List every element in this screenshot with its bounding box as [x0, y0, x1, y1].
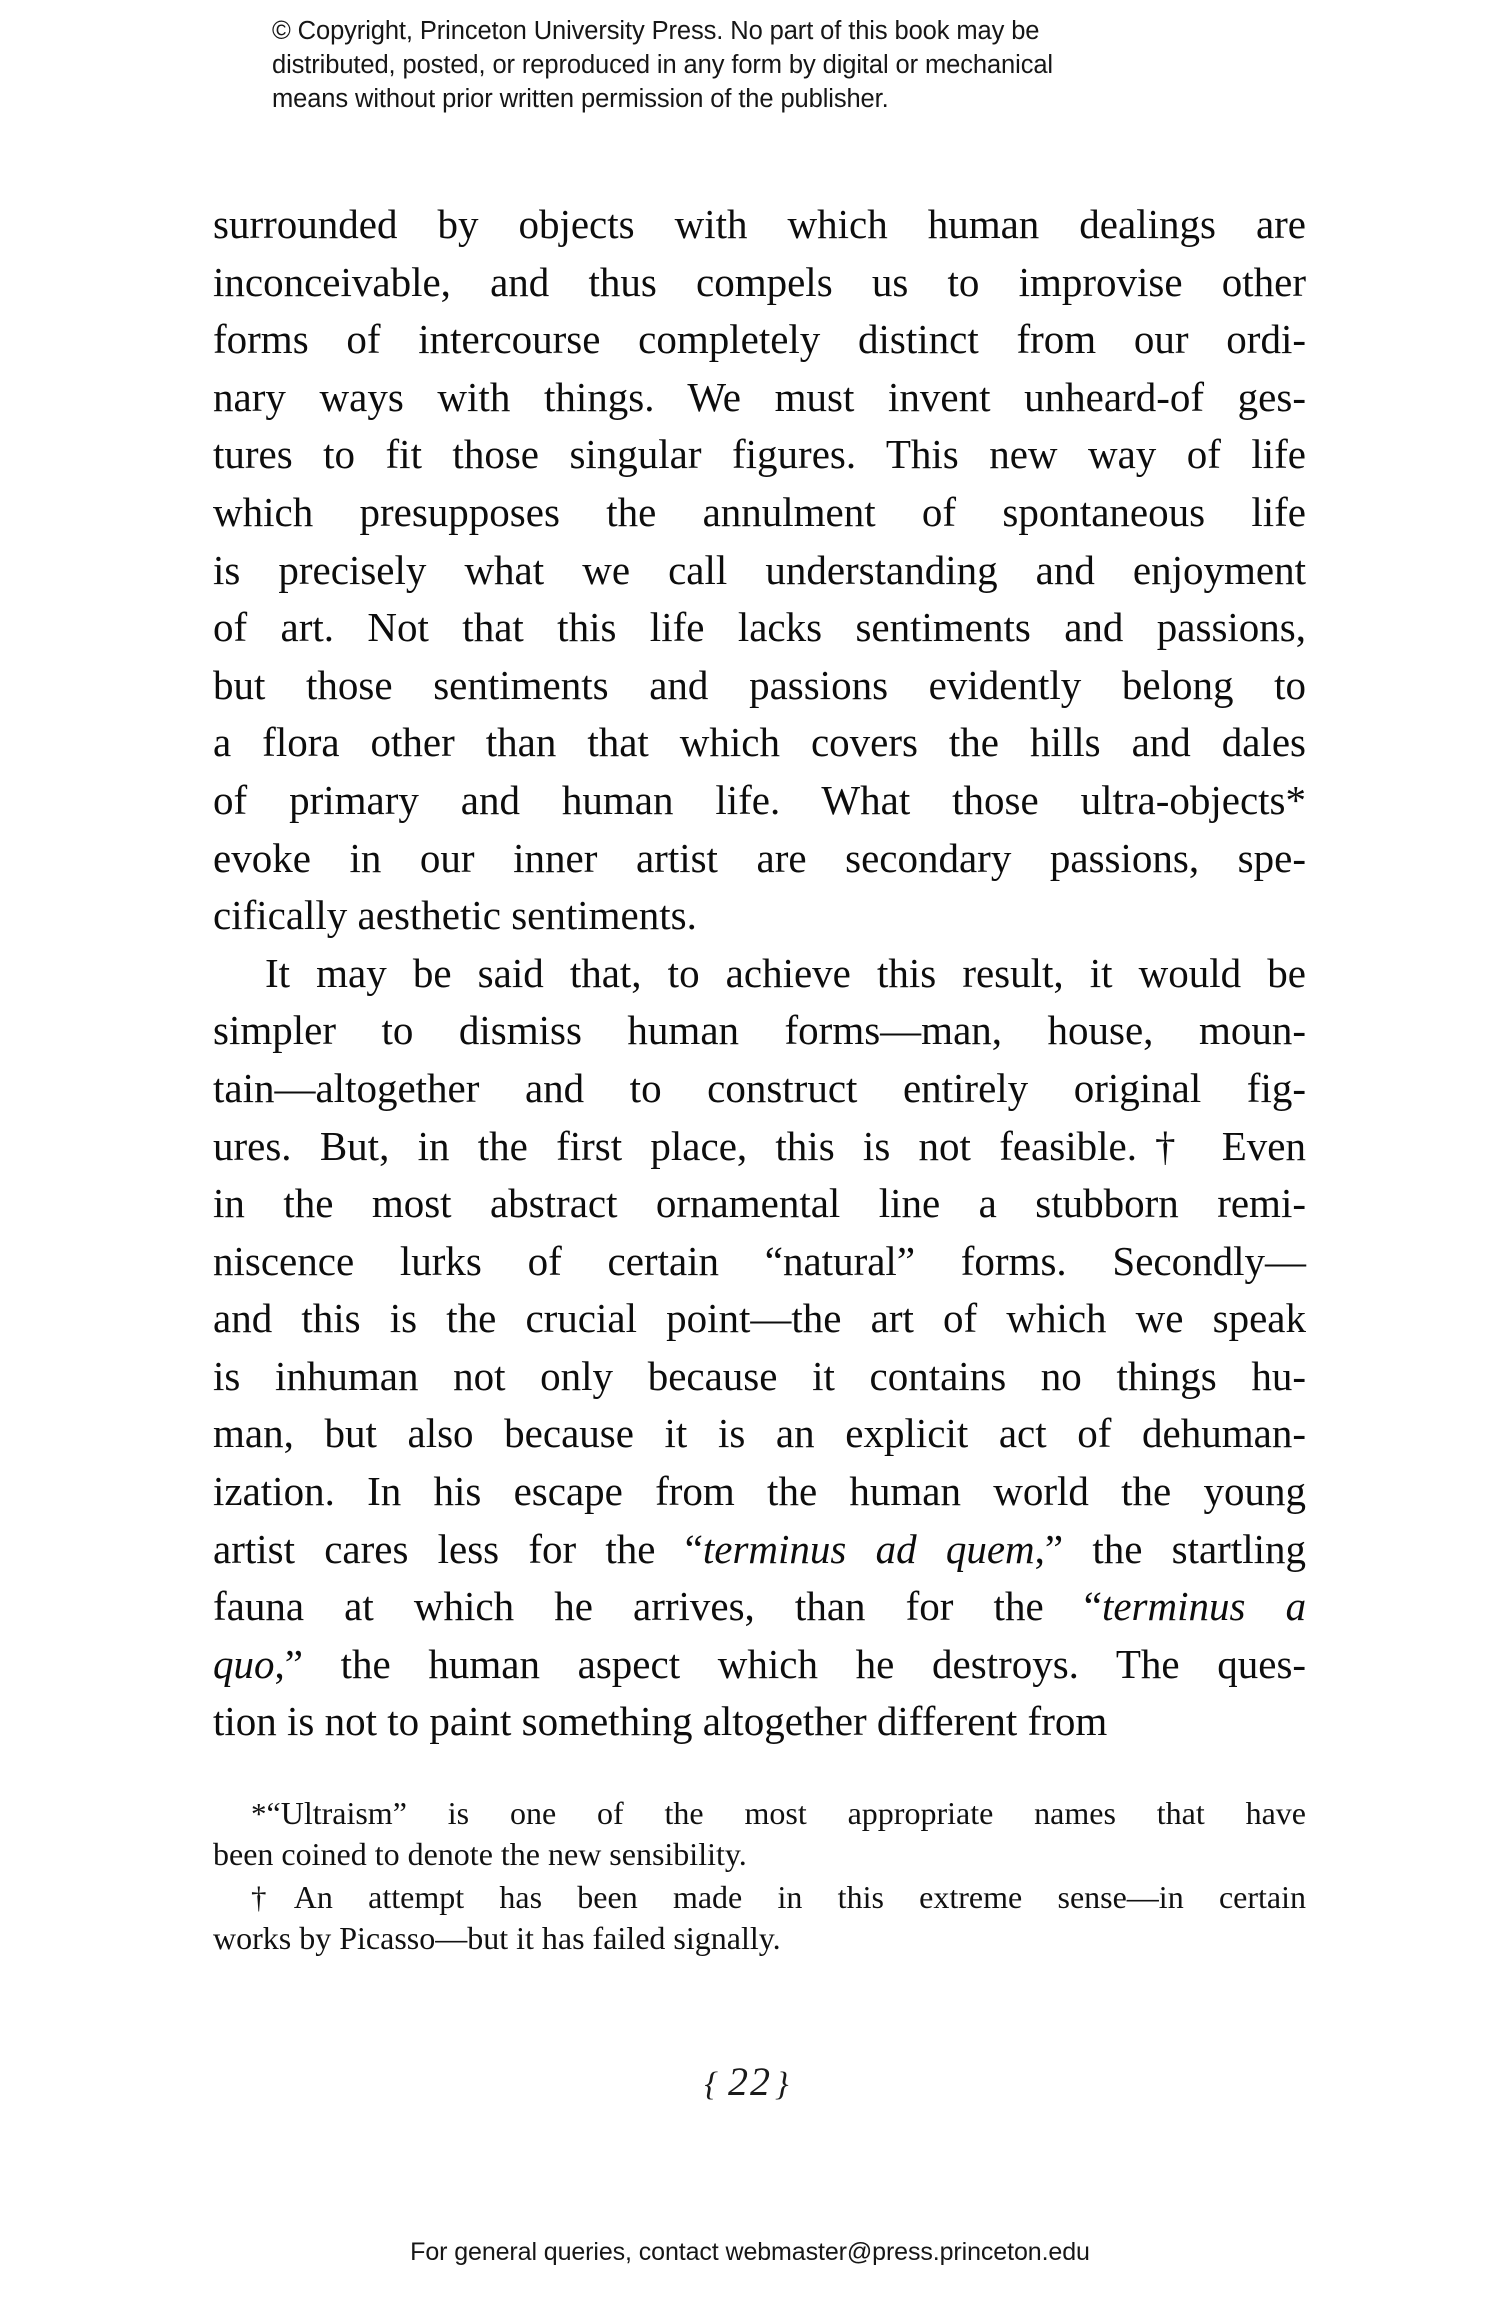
footnote-line-1 [213, 1793, 1306, 1834]
body-line: inconceivable, and thus compels us to improvise other [213, 258, 1306, 305]
italic-latin-phrase: ad [875, 1525, 917, 1572]
body-line: cifically aesthetic sentiments. [213, 892, 697, 939]
body-line: a flora other than that which covers the hills and dales [213, 719, 1306, 766]
body-line: in the most abstract ornamental line a stubborn remi- [213, 1180, 1306, 1227]
footnote-line-2: works by Picasso—but it has failed signally. [213, 1920, 781, 1956]
body-line: It may be said that, to achieve this result, it would be [265, 949, 1306, 996]
body-line: of primary and human life. What those ultra-objects* [213, 776, 1306, 823]
italic-latin-phrase: quem [945, 1525, 1035, 1572]
footnote-asterisk [213, 1793, 1306, 1875]
body-line: which presupposes the annulment of spontaneous life [213, 488, 1306, 535]
copyright-notice [272, 14, 1232, 116]
footnote-line-1 [213, 1877, 1306, 1918]
body-line: tain—altogether and to construct entirely original fig- [213, 1064, 1306, 1111]
body-line-text: quo,” the human aspect which he destroys. The ques- [213, 1640, 1307, 1687]
italic-latin-phrase: terminus [1101, 1583, 1246, 1630]
italic-latin-phrase: a [1285, 1583, 1307, 1630]
footnote-marker-dagger: † [251, 1880, 294, 1915]
body-line: surrounded by objects with which human dealings are [213, 201, 1306, 247]
footer-query-line: For general queries, contact webmaster@press.princeton.edu [410, 2238, 1090, 2266]
italic-latin-phrase: terminus [702, 1525, 847, 1572]
body-line-text: artist cares less for the “terminus ad quem,” the startling [213, 1525, 1306, 1572]
body-line-italic-terminus-a [213, 1578, 1306, 1636]
page-number-right-brace: } [775, 2066, 796, 2103]
body-line: nary ways with things. We must invent unheard-of ges- [213, 373, 1306, 420]
body-line: tures to fit those singular figures. This new way of life [213, 431, 1306, 478]
body-line: is inhuman not only because it contains no things hu- [213, 1352, 1306, 1399]
copyright-line-1: © Copyright, Princeton University Press. No part of this book may be [272, 17, 1040, 45]
body-line: evoke in our inner artist are secondary passions, spe- [213, 834, 1306, 881]
footnote-text: “Ultraism” is one of the most appropriate names that have [266, 1795, 1306, 1831]
body-line: tion is not to paint something altogether different from [213, 1698, 1108, 1745]
body-line: simpler to dismiss human forms—man, house, moun- [213, 1007, 1306, 1054]
body-line: ization. In his escape from the human world the young [213, 1468, 1306, 1515]
page-number [0, 2058, 1500, 2105]
italic-latin-phrase: quo [213, 1640, 275, 1687]
body-line: man, but also because it is an explicit act of dehuman- [213, 1410, 1306, 1457]
body-line: but those sentiments and passions evidently belong to [213, 661, 1306, 708]
footnote-marker-asterisk: * [251, 1796, 267, 1831]
footnote-dagger [213, 1877, 1306, 1959]
footnote-line-2: been coined to denote the new sensibility. [213, 1836, 747, 1872]
body-line: of art. Not that this life lacks sentiments and passions, [213, 604, 1306, 651]
body-line: is precisely what we call understanding and enjoyment [213, 546, 1306, 593]
copyright-line-2: distributed, posted, or reproduced in any form by digital or mechanical [272, 51, 1053, 79]
footnote-text: An attempt has been made in this extreme sense—in certain [293, 1879, 1307, 1915]
body-line: niscence lurks of certain “natural” forms. Secondly— [213, 1237, 1306, 1284]
page-number-left-brace: { [704, 2066, 725, 2103]
page-number-value: 22 [728, 2059, 772, 2104]
footnotes-block [213, 1793, 1306, 1961]
paragraph-2 [213, 945, 1306, 1751]
paragraph-1 [213, 196, 1306, 945]
body-text-column [213, 196, 1306, 1751]
body-line: and this is the crucial point—the art of which we speak [213, 1295, 1306, 1342]
body-line: ures. But, in the first place, this is not feasible.† Even [213, 1122, 1306, 1169]
body-line-italic-quo [213, 1636, 1306, 1694]
body-line: forms of intercourse completely distinct from our ordi- [213, 316, 1306, 363]
body-line-italic-terminus-ad-quem [213, 1521, 1306, 1579]
body-line-text: fauna at which he arrives, than for the “terminus a [213, 1583, 1307, 1630]
copyright-line-3: means without prior written permission of the publisher. [272, 85, 889, 113]
